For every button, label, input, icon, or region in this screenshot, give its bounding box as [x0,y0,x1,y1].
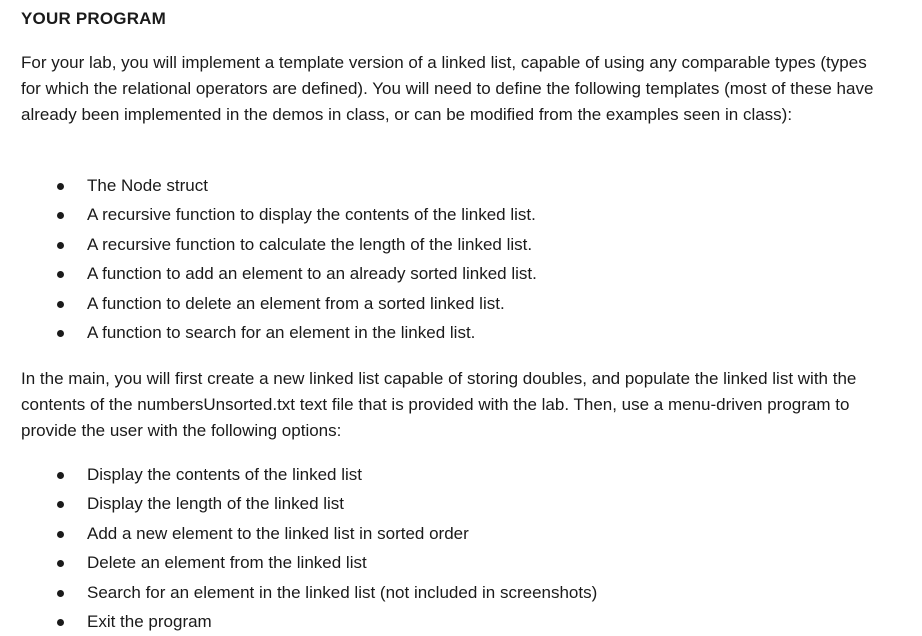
bullet-icon [57,301,64,308]
list-item-text: A recursive function to calculate the length of the linked list. [87,234,533,254]
options-list [0,460,597,636]
list-item [0,519,597,548]
bullet-icon [57,183,64,190]
bullet-icon [57,531,64,538]
bullet-icon [57,560,64,567]
list-item [0,318,537,347]
list-item-text: A function to delete an element from a sorted linked list. [87,293,505,313]
intro-paragraph: For your lab, you will implement a template version of a linked list, capable of using any comparable types (types for which the relational operators are defined). You will need to define the following templates (most of these have already been implemented in the demos in class, or can be modified from the examples seen in class): [21,53,874,124]
bullet-icon [57,212,64,219]
section-heading: YOUR PROGRAM [21,9,167,28]
list-item [0,289,537,318]
list-item-text: The Node struct [87,176,208,195]
list-item [0,230,537,259]
bullet-icon [57,619,64,626]
list-item-text: Exit the program [87,611,212,631]
list-item [0,200,537,229]
list-item [0,489,597,518]
list-item-text: Search for an element in the linked list (not included in screenshots) [87,582,598,602]
list-item [0,548,597,577]
list-item [0,460,597,489]
list-item-text: A function to add an element to an already sorted linked list. [87,264,537,284]
list-item [0,259,537,288]
list-item [0,607,597,636]
list-item-text: A recursive function to display the contents of the linked list. [87,205,536,225]
list-item-text: A function to search for an element in the linked list. [87,322,476,342]
list-item [0,578,597,607]
list-item [0,171,537,200]
bullet-icon [57,271,64,278]
bullet-icon [57,330,64,337]
bullet-icon [57,242,64,249]
list-item-text: Delete an element from the linked list [87,553,367,573]
list-item-text: Display the length of the linked list [87,494,345,514]
list-item-text: Add a new element to the linked list in sorted order [87,523,469,543]
list-item-text: Display the contents of the linked list [87,465,362,484]
bullet-icon [57,590,64,597]
templates-list [0,171,537,347]
bullet-icon [57,472,64,479]
bullet-icon [57,501,64,508]
main-paragraph: In the main, you will first create a new linked list capable of storing doubles, and populate the linked list with the contents of the numbersUnsorted.txt text file that is provided with the lab. Then, use a menu-driven program to provide the user with the following options: [21,369,857,440]
